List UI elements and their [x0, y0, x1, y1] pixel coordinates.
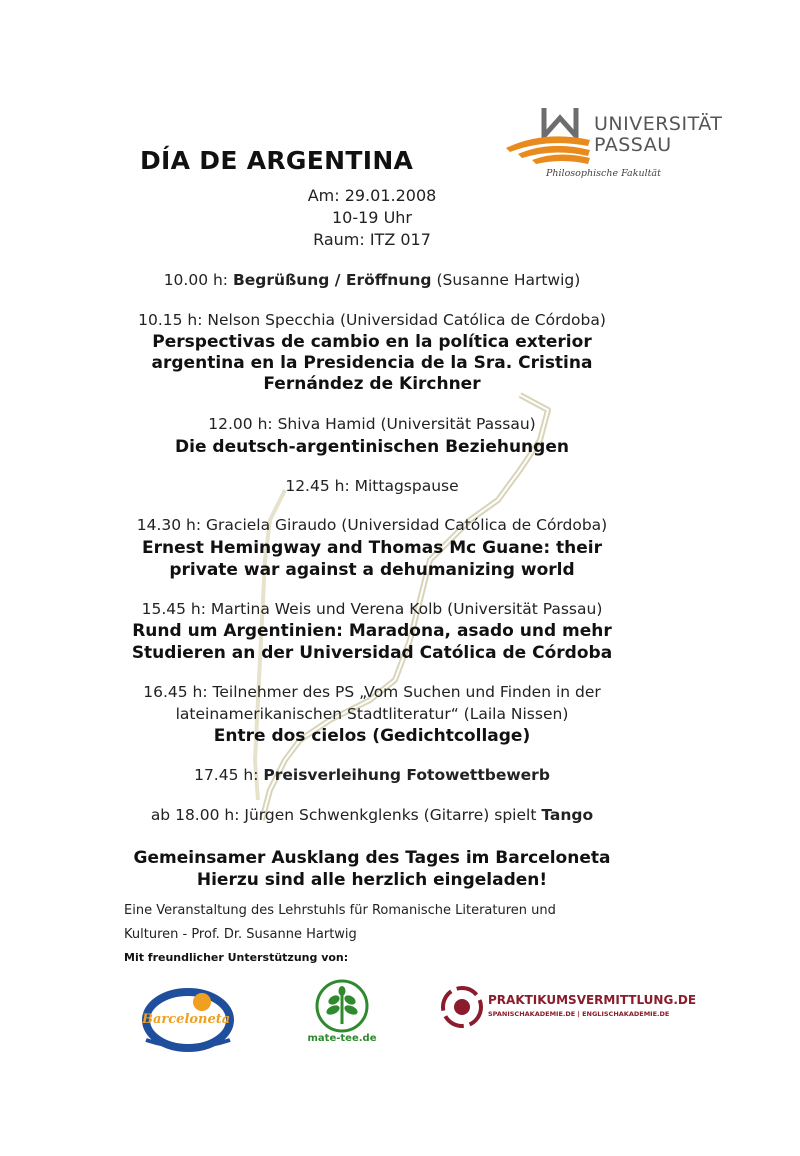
praktikum-sub: SPANISCHAKADEMIE.DE | ENGLISCHAKADEMIE.DE: [488, 1010, 670, 1018]
mate-plant-icon: [306, 978, 378, 1034]
organizer-line-1: Eine Veranstaltung des Lehrstuhls für Romanische Literaturen und: [124, 903, 556, 918]
faculty-name: Philosophische Fakultät: [546, 168, 661, 179]
university-emblem-icon: [504, 104, 604, 174]
closing-line-2: Hierzu sind alle herzlich eingeladen!: [196, 870, 548, 890]
session-lunch: 12.45 h: Mittagspause: [285, 477, 459, 495]
session-opening: 10.00 h: Begrüßung / Eröffnung (Susanne Hartwig): [163, 271, 581, 289]
barceloneta-logo: [138, 982, 238, 1052]
session-giraudo-title-2: private war against a dehumanizing world: [169, 560, 575, 580]
session-ps-title: Entre dos cielos (Gedichtcollage): [213, 726, 531, 746]
praktikumsvermittlung-logo: [440, 985, 697, 1033]
event-time: 10-19 Uhr: [331, 208, 412, 227]
mate-tee-name: mate-tee.de: [307, 1033, 377, 1044]
session-giraudo-speaker: 14.30 h: Graciela Giraudo (Universidad Católica de Córdoba): [136, 516, 608, 534]
mate-tee-logo: [306, 978, 378, 1048]
session-specchia-speaker: 10.15 h: Nelson Specchia (Universidad Católica de Córdoba): [138, 311, 606, 329]
session-specchia-title-2: argentina en la Presidencia de la Sra. Cristina: [151, 353, 593, 373]
session-ps-line-2: lateinamerikanischen Stadtliteratur“ (Laila Nissen): [175, 705, 569, 723]
session-ps-line-1: 16.45 h: Teilnehmer des PS „Vom Suchen und Finden in der: [143, 683, 601, 701]
university-name: UNIVERSITÄT PASSAU: [594, 113, 723, 156]
organizer-line-2: Kulturen - Prof. Dr. Susanne Hartwig: [124, 927, 357, 942]
session-award: 17.45 h: Preisverleihung Fotowettbewerb: [194, 766, 550, 784]
session-weis-kolb-speaker: 15.45 h: Martina Weis und Verena Kolb (Universität Passau): [141, 600, 603, 618]
barceloneta-name: Barceloneta: [142, 1012, 231, 1027]
session-specchia-title-1: Perspectivas de cambio en la política exterior: [152, 332, 592, 352]
closing-line-1: Gemeinsamer Ausklang des Tages im Barceloneta: [133, 848, 611, 868]
university-logo: [504, 104, 734, 184]
session-hamid-title: Die deutsch-argentinischen Beziehungen: [175, 437, 569, 457]
praktikum-swirl-icon: [440, 985, 484, 1029]
event-title: DÍA DE ARGENTINA: [140, 146, 414, 175]
session-giraudo-title-1: Ernest Hemingway and Thomas Mc Guane: their: [141, 538, 603, 558]
session-weis-kolb-title-2: Studieren an der Universidad Católica de Córdoba: [131, 643, 613, 663]
praktikum-name: PRAKTIKUMSVERMITTLUNG.DE: [488, 993, 697, 1007]
session-tango: ab 18.00 h: Jürgen Schwenkglenks (Gitarre) spielt Tango: [150, 806, 594, 824]
support-label: Mit freundlicher Unterstützung von:: [124, 951, 349, 964]
event-date: Am: 29.01.2008: [307, 186, 437, 205]
session-weis-kolb-title-1: Rund um Argentinien: Maradona, asado und mehr: [132, 621, 612, 641]
event-room: Raum: ITZ 017: [313, 230, 431, 249]
session-specchia-title-3: Fernández de Kirchner: [263, 374, 481, 394]
session-hamid-speaker: 12.00 h: Shiva Hamid (Universität Passau): [208, 415, 536, 433]
